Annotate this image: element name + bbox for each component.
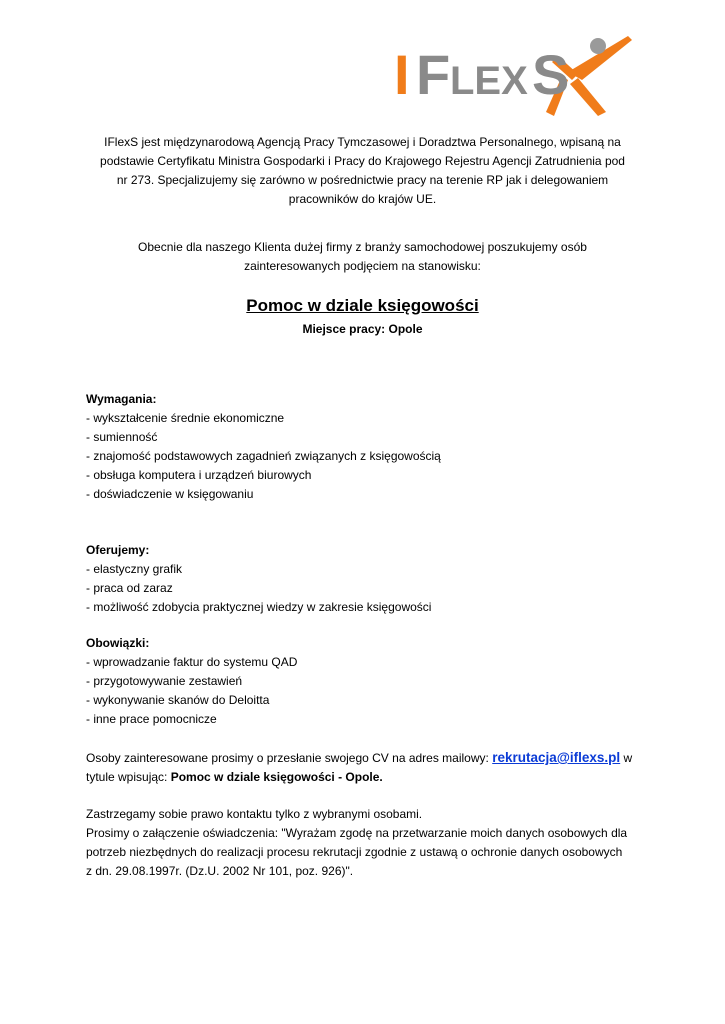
logo-letter-i: I: [394, 43, 410, 106]
client-description: [70, 238, 655, 276]
intro-line-2: podstawie Certyfikatu Ministra Gospodarki i Pracy do Krajowego Rejestru Agencji Zatrudnienia pod: [100, 154, 625, 168]
contact-text-1: Osoby zainteresowane prosimy o przesłanie swojego CV na adres mailowy:: [86, 751, 493, 765]
job-title: Pomoc w dziale księgowości: [246, 296, 479, 315]
requirements-heading: Wymagania:: [86, 392, 157, 406]
intro-line-1: IFlexS jest międzynarodową Agencją Pracy Tymczasowej i Doradztwa Personalnego, wpisaną na: [104, 135, 621, 149]
list-item: - praca od zaraz: [86, 581, 173, 595]
logo-letter-s: S: [532, 43, 570, 106]
iflexs-logo: [392, 28, 642, 120]
offer-heading: Oferujemy:: [86, 543, 150, 557]
footer-line-1: Zastrzegamy sobie prawo kontaktu tylko z wybranymi osobami.: [86, 807, 423, 821]
footer-line-3: potrzeb niezbędnych do realizacji procesu rekrutacji zgodnie z ustawą o ochronie danych osobowych: [86, 845, 623, 859]
list-item: - wykonywanie skanów do Deloitta: [86, 693, 270, 707]
requirements-section: [86, 390, 656, 504]
list-item: - obsługa komputera i urządzeń biurowych: [86, 468, 312, 482]
contact-paragraph: [86, 748, 656, 787]
offer-list: [86, 560, 656, 617]
requirements-list: [86, 409, 656, 504]
email-subject: Pomoc w dziale księgowości - Opole.: [170, 770, 383, 784]
list-item: - możliwość zdobycia praktycznej wiedzy w zakresie księgowości: [86, 600, 432, 614]
duties-heading: Obowiązki:: [86, 636, 150, 650]
footer-paragraph: [86, 805, 656, 881]
duties-section: [86, 634, 656, 729]
list-item: - znajomość podstawowych zagadnień związanych z księgowością: [86, 449, 441, 463]
logo-letter-f: F: [416, 43, 451, 106]
contact-text-3: tytule wpisując:: [86, 770, 171, 784]
job-location: Miejsce pracy: Opole: [302, 322, 423, 336]
offer-section: [86, 541, 656, 617]
list-item: - elastyczny grafik: [86, 562, 183, 576]
email-link[interactable]: rekrutacja@iflexs.pl: [492, 750, 621, 765]
footer-line-2: Prosimy o załączenie oświadczenia: "Wyrażam zgodę na przetwarzanie moich danych osobowych dla: [86, 826, 628, 840]
list-item: - inne prace pomocnicze: [86, 712, 217, 726]
client-line-2: zainteresowanych podjęciem na stanowisku:: [244, 259, 481, 273]
list-item: - sumienność: [86, 430, 158, 444]
intro-line-4: pracowników do krajów UE.: [288, 192, 437, 206]
list-item: - doświadczenie w księgowaniu: [86, 487, 254, 501]
intro-line-3: nr 273. Specjalizujemy się zarówno w pośrednictwie pracy na terenie RP jak i delegowaniem: [116, 173, 609, 187]
footer-line-4: z dn. 29.08.1997r. (Dz.U. 2002 Nr 101, poz. 926)".: [86, 864, 354, 878]
list-item: - wykształcenie średnie ekonomiczne: [86, 411, 285, 425]
contact-text-2: w: [620, 751, 633, 765]
duties-list: [86, 653, 656, 729]
logo-letters-lex: LEX: [450, 59, 528, 103]
list-item: - przygotowywanie zestawień: [86, 674, 243, 688]
company-intro: [70, 133, 655, 209]
client-line-1: Obecnie dla naszego Klienta dużej firmy z branży samochodowej poszukujemy osób: [138, 240, 587, 254]
iflexs-logo-graphic: [392, 28, 642, 120]
list-item: - wprowadzanie faktur do systemu QAD: [86, 655, 298, 669]
logo-figure-right-leg: [570, 78, 606, 116]
logo-figure-head: [590, 38, 606, 54]
